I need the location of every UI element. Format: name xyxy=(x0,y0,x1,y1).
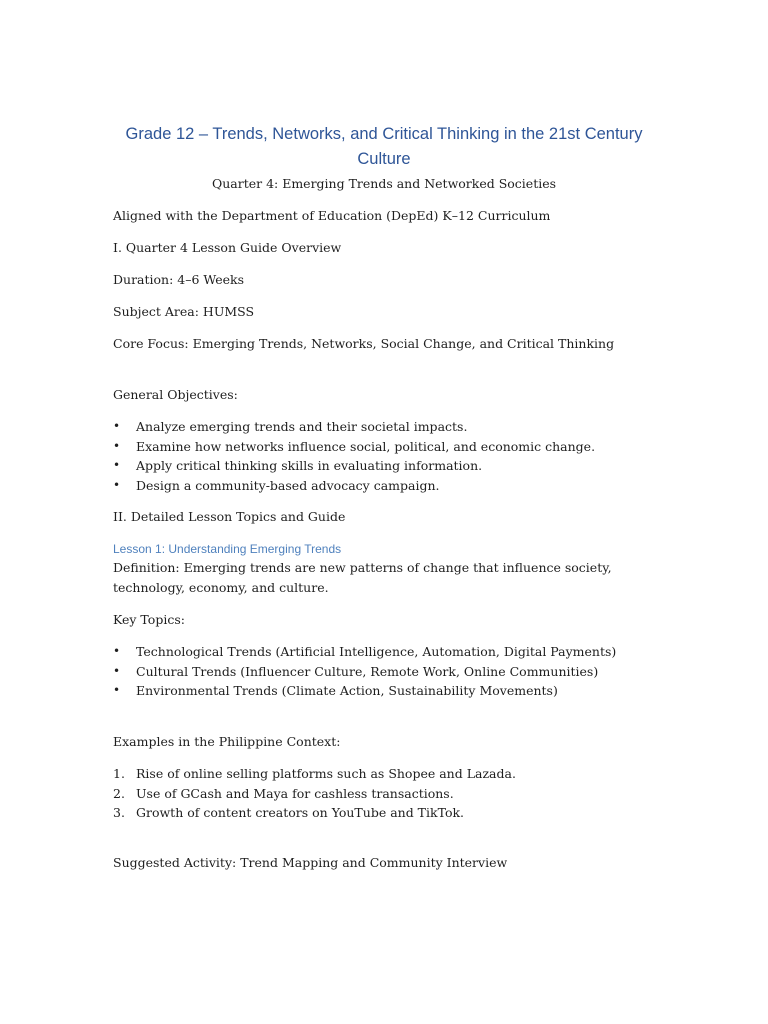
bullet-marker: • xyxy=(113,458,121,472)
objectives-label: General Objectives: xyxy=(113,387,238,402)
objective-text: Examine how networks influence social, political, and economic change. xyxy=(136,438,596,454)
bullet-marker: • xyxy=(113,683,121,697)
key-topic-text: Technological Trends (Artificial Intelligence, Automation, Digital Payments) xyxy=(136,644,617,659)
number-marker: 2. xyxy=(113,785,125,801)
suggested-activity-text: Suggested Activity: Trend Mapping and Community Interview xyxy=(113,855,508,870)
list-item xyxy=(113,681,673,701)
bullet-marker: • xyxy=(113,477,121,492)
list-item xyxy=(113,456,673,476)
bullet-marker: • xyxy=(113,663,121,678)
list-item xyxy=(113,417,673,437)
key-topics-label: Key Topics: xyxy=(113,612,185,627)
example-text: Rise of online selling platforms such as Shopee and Lazada. xyxy=(136,766,516,781)
examples-list xyxy=(113,764,673,823)
list-item xyxy=(113,437,673,457)
list-item xyxy=(113,764,673,784)
detailed-heading: II. Detailed Lesson Topics and Guide xyxy=(113,509,346,524)
overview-heading: I. Quarter 4 Lesson Guide Overview xyxy=(113,240,342,255)
key-topics-list xyxy=(113,642,673,701)
example-text: Use of GCash and Maya for cashless transactions. xyxy=(136,785,454,801)
example-text: Growth of content creators on YouTube and TikTok. xyxy=(136,805,465,820)
subject-area-text: Subject Area: HUMSS xyxy=(113,304,255,319)
examples-label: Examples in the Philippine Context: xyxy=(113,734,341,749)
list-item xyxy=(113,476,673,496)
bullet-marker: • xyxy=(113,644,121,658)
key-topic-text: Environmental Trends (Climate Action, Sustainability Movements) xyxy=(136,683,558,698)
curriculum-alignment: Aligned with the Department of Education (DepEd) K–12 Curriculum xyxy=(113,208,551,223)
objective-text: Apply critical thinking skills in evaluating information. xyxy=(136,458,483,473)
objective-text: Design a community-based advocacy campaign. xyxy=(136,477,440,493)
duration-text: Duration: 4–6 Weeks xyxy=(113,272,245,287)
bullet-marker: • xyxy=(113,438,121,453)
number-marker: 3. xyxy=(113,805,125,820)
definition-text: Definition: Emerging trends are new patterns of change that influence society, technology, economy, and culture. xyxy=(113,560,612,595)
lesson-1-heading: Lesson 1: Understanding Emerging Trends xyxy=(113,542,342,556)
number-marker: 1. xyxy=(113,766,125,781)
key-topic-text: Cultural Trends (Influencer Culture, Remote Work, Online Communities) xyxy=(136,663,599,679)
document-subtitle: Quarter 4: Emerging Trends and Networked Societies xyxy=(211,176,557,191)
list-item xyxy=(113,662,673,682)
bullet-marker: • xyxy=(113,419,121,433)
list-item xyxy=(113,803,673,823)
objective-text: Analyze emerging trends and their societal impacts. xyxy=(136,419,468,434)
objectives-list xyxy=(113,417,673,495)
list-item xyxy=(113,642,673,662)
document-title: Grade 12 – Trends, Networks, and Critical Thinking in the 21st Century Culture xyxy=(125,125,643,168)
list-item xyxy=(113,784,673,804)
core-focus-text: Core Focus: Emerging Trends, Networks, Social Change, and Critical Thinking xyxy=(113,336,615,351)
